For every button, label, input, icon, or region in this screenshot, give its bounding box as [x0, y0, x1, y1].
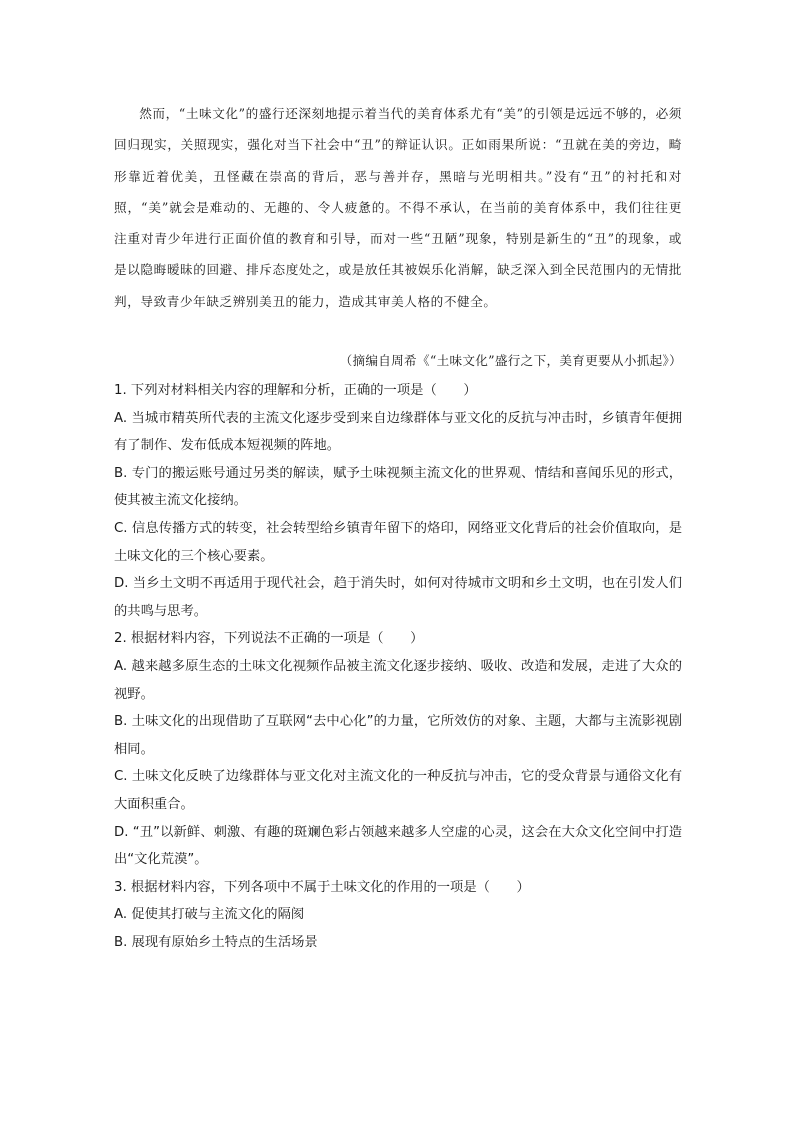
- passage-paragraph: 然而，“土味文化”的盛行还深刻地提示着当代的美育体系尤有“美”的引领是远远不够的，必须回归现实，关照现实，强化对当下社会中“丑”的辩证认识。正如雨果所说：“丑就在美的旁边，畸形靠近着优美，丑怪藏在崇高的背后，恶与善并存，黑暗与光明相共。”没有“丑”的衬托和对照，“美”就会是难动的、无趣的、令人疲惫的。不得不承认，在当前的美育体系中，我们往往更注重对青少年进行正面价值的教育和引导，而对一些“丑陋”现象，特别是新生的“丑”的现象，或是以隐晦暧昧的回避、排斥态度处之，或是放任其被娱乐化消解，缺乏深入到全民范围内的无情批判，导致青少年缺乏辨别美丑的能力，造成其审美人格的不健全。: [114, 106, 682, 309]
- source-citation: （摘编自周希《“土味文化”盛行之下，美育更要从小抓起》）: [339, 353, 682, 368]
- option-d: D. 当乡土文明不再适用于现代社会，趋于消失时，如何对待城市文明和乡土文明，也在引发人们的共鸣与思考。: [114, 576, 682, 619]
- option-a: A. 当城市精英所代表的主流文化逐步受到来自边缘群体与亚文化的反抗与冲击时，乡镇青年便拥有了制作、发布低成本短视频的阵地。: [114, 410, 682, 454]
- option-d: D. “丑”以新鲜、刺激、有趣的斑斓色彩占领越来越多人空虚的心灵，这会在大众文化空间中打造出“文化荒漠”。: [114, 824, 682, 868]
- question-3: [114, 874, 682, 957]
- option-a: A. 促使其打破与主流文化的隔阂: [114, 907, 305, 923]
- question-1: [114, 377, 682, 625]
- question-stem: 2. 根据材料内容，下列说法不正确的一项是（ ）: [114, 631, 424, 647]
- question-2: [114, 625, 682, 873]
- option-c: C. 信息传播方式的转变，社会转型给乡镇青年留下的烙印，网络亚文化背后的社会价值取向，是土味文化的三个核心要素。: [114, 520, 682, 564]
- option-b: B. 土味文化的出现借助了互联网“去中心化”的力量，它所效仿的对象、主题，大都与主流影视剧相同。: [114, 714, 682, 757]
- option-c: C. 土味文化反映了边缘群体与亚文化对主流文化的一种反抗与冲击，它的受众背景与通俗文化有大面积重合。: [114, 769, 682, 812]
- question-stem: 3. 根据材料内容，下列各项中不属于土味文化的作用的一项是（ ）: [114, 879, 530, 895]
- option-a: A. 越来越多原生态的土味文化视频作品被主流文化逐步接纳、吸收、改造和发展，走进了大众的视野。: [114, 658, 682, 702]
- question-stem: 1. 下列对材料相关内容的理解和分析，正确的一项是（ ）: [114, 383, 477, 398]
- question-list: [114, 377, 682, 956]
- option-b: B. 专门的搬运账号通过另类的解读，赋予土味视频主流文化的世界观、情结和喜闻乐见的形式，使其被主流文化接纳。: [114, 465, 682, 509]
- option-b: B. 展现有原始乡土特点的生活场景: [114, 934, 318, 950]
